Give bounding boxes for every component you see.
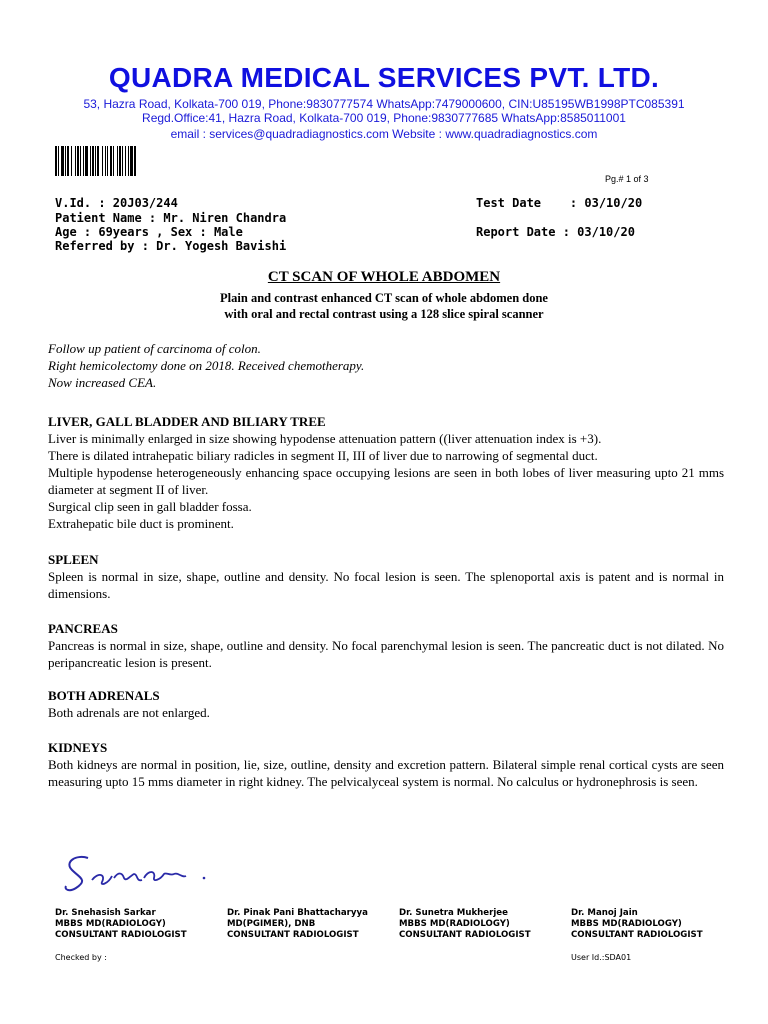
signature [58, 848, 218, 896]
section-adrenals [48, 687, 724, 721]
finding-line: Extrahepatic bile duct is prominent. [48, 516, 234, 531]
address-line: 53, Hazra Road, Kolkata-700 019, Phone:9830777574 WhatsApp:7479000600, CIN:U85195WB1998PTC085391 [83, 97, 685, 111]
finding-line: Spleen is normal in size, shape, outline and density. No focal lesion is seen. The splenoportal axis is patent and is normal in dimensions. [48, 569, 724, 601]
finding-line: Liver is minimally enlarged in size showing hypodense attenuation pattern ((liver attenuation index is +3). [48, 431, 602, 446]
visit-id: V.Id. : 20J03/244 [55, 196, 178, 210]
history-line: Now increased CEA. [48, 375, 157, 390]
doctor-title: CONSULTANT RADIOLOGIST [571, 930, 703, 940]
clinical-history [48, 340, 364, 391]
doctor-degree: MBBS MD(RADIOLOGY) [571, 919, 682, 929]
doctor-title: CONSULTANT RADIOLOGIST [55, 930, 187, 940]
finding-line: Both adrenals are not enlarged. [48, 705, 210, 720]
section-heading: BOTH ADRENALS [48, 688, 160, 703]
doctor-block [227, 908, 397, 941]
section-liver [48, 413, 724, 532]
report-subtitle-2: with oral and rectal contrast using a 128 slice spiral scanner [224, 307, 544, 321]
finding-line: Both kidneys are normal in position, lie, size, outline, density and excretion pattern. Bilateral simple renal cortical cysts are seen measuring upto 15 mms diameter in right kidney. The pelvicalyceal system is normal. No calculus or hydronephrosis is seen. [48, 757, 724, 789]
doctor-name: Dr. Pinak Pani Bhattacharyya [227, 908, 368, 918]
section-kidneys [48, 739, 724, 790]
company-name: QUADRA MEDICAL SERVICES PVT. LTD. [108, 62, 660, 93]
doctor-block [571, 908, 741, 941]
doctor-degree: MBBS MD(RADIOLOGY) [55, 919, 166, 929]
section-heading: KIDNEYS [48, 740, 108, 755]
section-heading: SPLEEN [48, 552, 99, 567]
finding-line: Multiple hypodense heterogeneously enhancing space occupying lesions are seen in both lobes of liver measuring upto 21 mms diameter at segment II of liver. [48, 465, 724, 497]
doctor-block [55, 908, 225, 941]
doctor-title: CONSULTANT RADIOLOGIST [227, 930, 359, 940]
section-spleen [48, 551, 724, 602]
section-pancreas [48, 620, 724, 671]
section-heading: LIVER, GALL BLADDER AND BILIARY TREE [48, 414, 326, 429]
doctor-title: CONSULTANT RADIOLOGIST [399, 930, 531, 940]
patient-age-sex: Age : 69years , Sex : Male [55, 225, 243, 239]
checked-by: Checked by : [55, 953, 107, 962]
doctor-block [399, 908, 569, 941]
test-date: Test Date : 03/10/20 [476, 196, 643, 210]
user-id: User Id.:SDA01 [571, 953, 632, 962]
report-date: Report Date : 03/10/20 [476, 225, 635, 239]
regd-office-line: Regd.Office:41, Hazra Road, Kolkata-700 019, Phone:9830777685 WhatsApp:8585011001 [142, 111, 626, 125]
doctor-name: Dr. Sunetra Mukherjee [399, 908, 508, 918]
finding-line: Surgical clip seen in gall bladder fossa. [48, 499, 252, 514]
report-title: CT SCAN OF WHOLE ABDOMEN [267, 269, 501, 285]
history-line: Follow up patient of carcinoma of colon. [48, 341, 261, 356]
page-number: Pg.# 1 of 3 [605, 174, 649, 184]
doctor-degree: MD(PGIMER), DNB [227, 919, 316, 929]
referred-by: Referred by : Dr. Yogesh Bavishi [55, 239, 287, 253]
report-subtitle-1: Plain and contrast enhanced CT scan of whole abdomen done [220, 291, 548, 305]
doctor-degree: MBBS MD(RADIOLOGY) [399, 919, 510, 929]
contact-line: email : services@quadradiagnostics.com Website : www.quadradiagnostics.com [170, 127, 598, 141]
finding-line: There is dilated intrahepatic biliary radicles in segment II, III of liver due to narrowing of segmental duct. [48, 448, 598, 463]
barcode [55, 146, 173, 176]
doctor-name: Dr. Snehasish Sarkar [55, 908, 156, 918]
history-line: Right hemicolectomy done on 2018. Received chemotherapy. [48, 358, 365, 373]
patient-name: Patient Name : Mr. Niren Chandra [55, 211, 287, 225]
finding-line: Pancreas is normal in size, shape, outline and density. No focal parenchymal lesion is seen. The pancreatic duct is not dilated. No peripancreatic lesion is present. [48, 638, 724, 670]
doctor-name: Dr. Manoj Jain [571, 908, 638, 918]
section-heading: PANCREAS [48, 621, 118, 636]
